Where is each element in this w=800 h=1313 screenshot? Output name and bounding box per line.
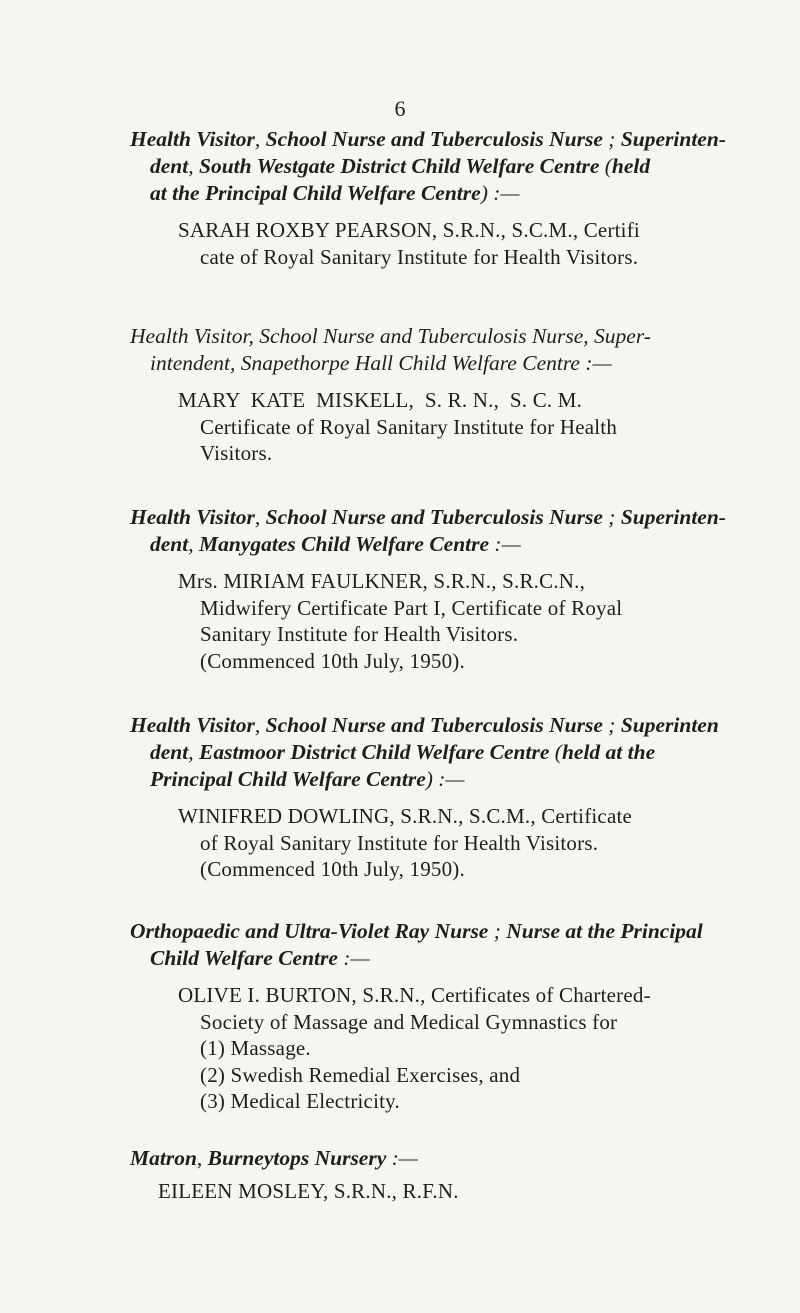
body-line: EILEEN MOSLEY, S.R.N., R.F.N. xyxy=(158,1179,459,1203)
entry-burton xyxy=(0,918,800,1115)
heading-line xyxy=(130,504,730,531)
heading-segment: School Nurse and Tuberculosis Nurse xyxy=(265,713,603,737)
heading-segment: Health Visitor xyxy=(130,713,255,737)
entry-body xyxy=(178,982,740,1115)
entry-body xyxy=(158,1178,740,1205)
entry-heading xyxy=(130,323,730,377)
body-line: OLIVE I. BURTON, S.R.N., Certificates of Chartered- xyxy=(178,983,651,1007)
body-line: Certificate of Royal Sanitary Institute for Health xyxy=(200,414,618,439)
heading-line xyxy=(150,945,730,972)
heading-segment: :— xyxy=(386,1146,418,1170)
heading-segment: Nurse at the Principal xyxy=(506,919,703,943)
heading-segment: Eastmoor District Child Welfare Centre xyxy=(198,740,550,764)
entry-dowling xyxy=(0,712,800,883)
heading-segment: , xyxy=(196,1146,208,1170)
heading-segment: Manygates Child Welfare Centre xyxy=(198,532,490,556)
heading-line xyxy=(150,180,730,207)
heading-segment: School Nurse and Tuberculosis Nurse xyxy=(265,505,603,529)
heading-segment: Superinten- xyxy=(620,127,726,151)
heading-segment: ) :— xyxy=(480,181,520,205)
entry-mosley xyxy=(0,1145,800,1205)
body-line: Sanitary Institute for Health Visitors. xyxy=(200,622,519,646)
body-line: (3) Medical Electricity. xyxy=(200,1089,400,1113)
heading-line: Health Visitor, School Nurse and Tuberculosis Nurse, Super- xyxy=(130,324,651,348)
heading-line xyxy=(130,126,730,153)
heading-segment: held at the xyxy=(561,740,656,764)
entry-faulkner xyxy=(0,504,800,674)
heading-line: intendent, Snapethorpe Hall Child Welfare Centre :— xyxy=(150,351,612,375)
heading-segment: at the Principal Child Welfare Centre xyxy=(150,181,481,205)
heading-segment: ( xyxy=(549,740,562,764)
entry-heading xyxy=(130,918,730,972)
heading-segment: Matron xyxy=(130,1146,197,1170)
entry-body xyxy=(178,568,740,674)
heading-segment: , xyxy=(254,505,266,529)
entry-heading xyxy=(130,126,730,207)
heading-segment: Superinten- xyxy=(620,505,726,529)
entry-heading xyxy=(130,504,730,558)
entry-pearson xyxy=(0,126,800,270)
heading-segment: ) :— xyxy=(425,767,465,791)
heading-segment: , xyxy=(188,532,199,556)
heading-line xyxy=(150,739,730,766)
body-line: of Royal Sanitary Institute for Health Visitors. xyxy=(200,830,599,855)
page-number: 6 xyxy=(394,96,406,121)
body-line: Midwifery Certificate Part I, Certificate of Royal xyxy=(200,595,623,620)
heading-line xyxy=(150,766,730,793)
heading-segment: ; xyxy=(488,919,507,943)
heading-segment: dent xyxy=(150,154,189,178)
entry-body xyxy=(178,803,740,883)
heading-segment: ( xyxy=(599,154,612,178)
body-line: WINIFRED DOWLING, S.R.N., S.C.M., Certificate xyxy=(178,804,633,828)
body-line: Society of Massage and Medical Gymnastics for xyxy=(200,1009,618,1034)
heading-line xyxy=(130,918,730,945)
entry-body xyxy=(178,387,740,467)
body-line: (Commenced 10th July, 1950). xyxy=(200,857,465,881)
body-line: Mrs. MIRIAM FAULKNER, S.R.N., S.R.C.N., xyxy=(178,569,586,593)
body-line: cate of Royal Sanitary Institute for Health Visitors. xyxy=(200,244,639,269)
heading-segment: ; xyxy=(602,127,621,151)
body-line: MARY KATE MISKELL, S. R. N., S. C. M. xyxy=(178,388,583,412)
heading-segment: held xyxy=(611,154,651,178)
heading-segment: :— xyxy=(489,532,521,556)
heading-segment: , xyxy=(254,127,266,151)
heading-segment: dent xyxy=(150,740,189,764)
heading-segment: :— xyxy=(337,946,370,970)
heading-line xyxy=(130,712,730,739)
body-line: Visitors. xyxy=(200,441,273,465)
heading-segment: Superinten xyxy=(620,713,719,737)
body-line: SARAH ROXBY PEARSON, S.R.N., S.C.M., Certifi xyxy=(178,218,640,242)
body-line: (1) Massage. xyxy=(200,1036,311,1060)
heading-segment: , xyxy=(188,740,199,764)
entry-heading xyxy=(130,1145,730,1172)
heading-segment: , xyxy=(254,713,266,737)
entry-body xyxy=(178,217,740,270)
entry-miskell xyxy=(0,323,800,467)
body-line: (2) Swedish Remedial Exercises, and xyxy=(200,1062,521,1087)
heading-segment: ; xyxy=(602,713,621,737)
entry-heading xyxy=(130,712,730,793)
heading-segment: , xyxy=(188,154,199,178)
heading-segment: Health Visitor xyxy=(130,505,255,529)
heading-segment: Health Visitor xyxy=(130,127,255,151)
heading-segment: School Nurse and Tuberculosis Nurse xyxy=(265,127,603,151)
heading-segment: Orthopaedic and Ultra-Violet Ray Nurse xyxy=(130,919,489,943)
heading-line xyxy=(150,531,730,558)
body-line: (Commenced 10th July, 1950). xyxy=(200,648,465,673)
heading-line xyxy=(130,1145,730,1172)
heading-segment: Principal Child Welfare Centre xyxy=(150,767,426,791)
heading-segment: South Westgate District Child Welfare Centre xyxy=(198,154,600,178)
heading-segment: dent xyxy=(150,532,189,556)
heading-segment: Child Welfare Centre xyxy=(150,946,338,970)
heading-segment: ; xyxy=(602,505,621,529)
heading-segment: Burneytops Nursery xyxy=(207,1146,387,1170)
heading-line xyxy=(150,153,730,180)
